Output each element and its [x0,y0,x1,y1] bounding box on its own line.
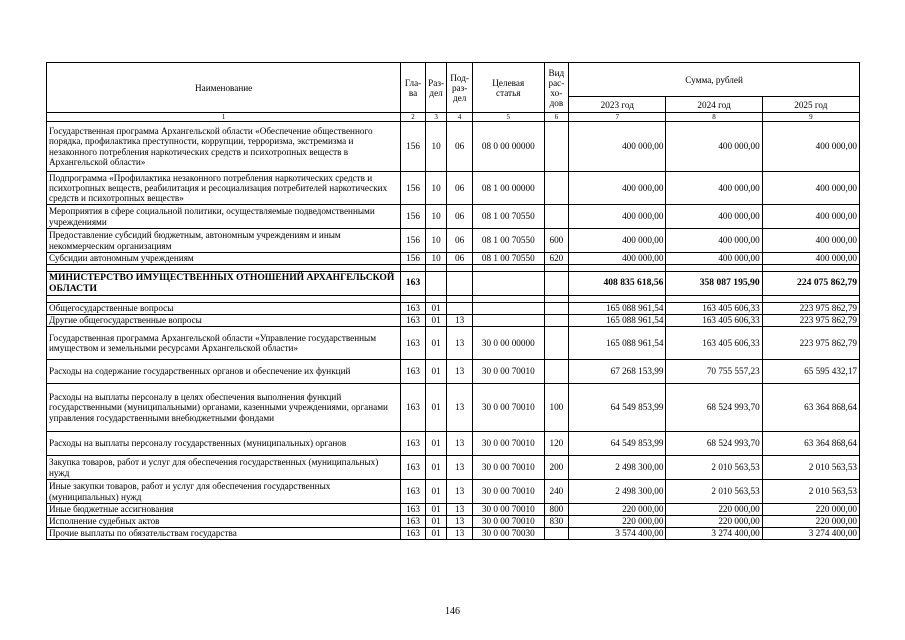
row-podrazdel: 13 [447,504,473,516]
row-sum-2024: 70 755 557,23 [666,360,762,384]
row-celevaya-statya: 30 0 00 00000 [472,327,544,360]
row-razdel: 01 [425,360,447,384]
table-row [47,205,860,229]
row-razdel: 10 [425,205,447,229]
row-vid-rashodov: 240 [544,480,569,504]
row-podrazdel: 06 [447,205,473,229]
row-vid-rashodov [544,360,569,384]
column-number: 2 [401,113,426,122]
row-podrazdel: 13 [447,315,473,327]
row-sum-2025: 400 000,00 [762,253,859,265]
table-row [47,122,860,172]
row-name: Предоставление субсидий бюджетным, автономным учреждениям и иным некоммерческим организациям [47,229,401,253]
row-sum-2023: 400 000,00 [569,205,666,229]
row-celevaya-statya: 30 0 00 70010 [472,360,544,384]
row-sum-2024: 68 524 993,70 [666,384,762,432]
row-razdel: 01 [425,480,447,504]
header-year-2024: 2024 год [666,97,762,113]
row-sum-2025: 223 975 862,79 [762,315,859,327]
row-glava: 163 [401,360,426,384]
row-razdel: 01 [425,327,447,360]
row-sum-2024: 68 524 993,70 [666,432,762,456]
row-glava: 163 [401,480,426,504]
row-sum-2025: 220 000,00 [762,516,859,528]
table-row [47,229,860,253]
row-vid-rashodov [544,205,569,229]
row-glava: 163 [401,384,426,432]
row-name: Другие общегосударственные вопросы [47,315,401,327]
row-podrazdel: 13 [447,528,473,540]
row-sum-2023: 220 000,00 [569,504,666,516]
row-vid-rashodov: 620 [544,253,569,265]
header-razdel: Раз- дел [425,63,447,113]
column-number: 1 [47,113,401,122]
row-razdel: 10 [425,122,447,172]
row-glava: 156 [401,253,426,265]
row-podrazdel: 06 [447,172,473,205]
row-sum-2024: 3 274 400,00 [666,528,762,540]
row-celevaya-statya: 30 0 00 70010 [472,432,544,456]
row-sum-2023: 64 549 853,99 [569,432,666,456]
table-row [47,384,860,432]
row-glava: 163 [401,516,426,528]
table-row [47,253,860,265]
row-glava: 156 [401,172,426,205]
row-podrazdel [447,272,473,296]
row-glava: 156 [401,229,426,253]
table-row [47,172,860,205]
row-razdel: 01 [425,315,447,327]
row-razdel: 10 [425,253,447,265]
header-year-2025: 2025 год [762,97,859,113]
table-row [47,327,860,360]
row-name: Прочие выплаты по обязательствам государства [47,528,401,540]
table-row [47,528,860,540]
row-name: Расходы на выплаты персоналу в целях обеспечения выполнения функций государственными (муниципальными) органами, казенными учреждениями, органами управления государственными внебюджетными фондами [47,384,401,432]
header-name: Наименование [47,63,401,113]
row-vid-rashodov [544,122,569,172]
row-razdel: 01 [425,432,447,456]
row-sum-2023: 408 835 618,56 [569,272,666,296]
row-glava: 163 [401,528,426,540]
column-number: 3 [425,113,447,122]
row-celevaya-statya: 08 1 00 70550 [472,229,544,253]
row-sum-2024: 163 405 606,33 [666,315,762,327]
row-sum-2024: 2 010 563,53 [666,456,762,480]
column-number-row [47,113,860,122]
row-sum-2025: 65 595 432,17 [762,360,859,384]
row-celevaya-statya: 08 1 00 70550 [472,205,544,229]
row-sum-2024: 358 087 195,90 [666,272,762,296]
header-podrazdel: Под- раз- дел [447,63,473,113]
row-vid-rashodov: 100 [544,384,569,432]
row-razdel: 01 [425,504,447,516]
row-sum-2023: 67 268 153,99 [569,360,666,384]
header-vid-rashodov: Вид рас- хо- дов [544,63,569,113]
row-celevaya-statya [472,272,544,296]
row-sum-2023: 165 088 961,54 [569,303,666,315]
row-podrazdel: 06 [447,253,473,265]
row-sum-2023: 165 088 961,54 [569,327,666,360]
row-name: Мероприятия в сфере социальной политики, осуществляемые подведомственными учреждениями [47,205,401,229]
row-celevaya-statya: 30 0 00 70010 [472,456,544,480]
row-sum-2023: 220 000,00 [569,516,666,528]
row-glava: 163 [401,456,426,480]
row-sum-2024: 220 000,00 [666,516,762,528]
column-number: 9 [762,113,859,122]
row-glava: 156 [401,205,426,229]
table-row [47,456,860,480]
row-name: Иные закупки товаров, работ и услуг для обеспечения государственных (муниципальных) нужд [47,480,401,504]
row-sum-2025: 224 075 862,79 [762,272,859,296]
row-podrazdel: 13 [447,516,473,528]
row-podrazdel: 06 [447,229,473,253]
row-sum-2025: 63 364 868,64 [762,432,859,456]
row-podrazdel: 13 [447,456,473,480]
row-sum-2023: 165 088 961,54 [569,315,666,327]
row-sum-2023: 2 498 300,00 [569,480,666,504]
row-name: Государственная программа Архангельской области «Управление государственным имуществом и земельными ресурсами Архангельской области» [47,327,401,360]
row-sum-2023: 400 000,00 [569,122,666,172]
table-row [47,272,860,296]
row-sum-2023: 400 000,00 [569,229,666,253]
row-glava: 156 [401,122,426,172]
row-podrazdel: 13 [447,384,473,432]
row-celevaya-statya [472,303,544,315]
row-sum-2025: 400 000,00 [762,229,859,253]
row-sum-2024: 163 405 606,33 [666,327,762,360]
row-vid-rashodov [544,303,569,315]
row-vid-rashodov: 120 [544,432,569,456]
column-number: 7 [569,113,666,122]
row-sum-2023: 400 000,00 [569,253,666,265]
row-razdel: 01 [425,456,447,480]
row-glava: 163 [401,327,426,360]
table-row [47,315,860,327]
column-number: 5 [472,113,544,122]
page-number: 146 [445,606,460,617]
row-glava: 163 [401,303,426,315]
row-sum-2024: 163 405 606,33 [666,303,762,315]
row-sum-2023: 2 498 300,00 [569,456,666,480]
row-sum-2025: 400 000,00 [762,205,859,229]
row-vid-rashodov [544,528,569,540]
row-podrazdel: 13 [447,432,473,456]
row-name: Государственная программа Архангельской области «Обеспечение общественного порядка, профилактика преступности, коррупции, терроризма, экстремизма и незаконного потребления наркотических средств и психотропных веществ в Архангельской области» [47,122,401,172]
row-sum-2023: 64 549 853,99 [569,384,666,432]
column-number: 8 [666,113,762,122]
row-sum-2024: 400 000,00 [666,253,762,265]
row-podrazdel [447,303,473,315]
row-podrazdel: 06 [447,122,473,172]
row-vid-rashodov: 600 [544,229,569,253]
row-vid-rashodov: 830 [544,516,569,528]
row-celevaya-statya: 30 0 00 70030 [472,528,544,540]
row-sum-2025: 223 975 862,79 [762,303,859,315]
spacer-row [47,265,860,272]
row-glava: 163 [401,504,426,516]
row-vid-rashodov [544,315,569,327]
row-name: Иные бюджетные ассигнования [47,504,401,516]
row-podrazdel: 13 [447,327,473,360]
header-glava: Гла- ва [401,63,426,113]
row-glava: 163 [401,432,426,456]
row-sum-2023: 3 574 400,00 [569,528,666,540]
row-razdel: 01 [425,516,447,528]
budget-table [46,62,860,540]
row-razdel: 01 [425,303,447,315]
table-row [47,432,860,456]
header-summa: Сумма, рублей [569,63,860,97]
row-sum-2025: 220 000,00 [762,504,859,516]
row-celevaya-statya [472,315,544,327]
header-year-2023: 2023 год [569,97,666,113]
row-sum-2025: 400 000,00 [762,122,859,172]
row-sum-2024: 400 000,00 [666,172,762,205]
row-name: Субсидии автономным учреждениям [47,253,401,265]
row-name: Исполнение судебных актов [47,516,401,528]
row-name: МИНИСТЕРСТВО ИМУЩЕСТВЕННЫХ ОТНОШЕНИЙ АРХАНГЕЛЬСКОЙ ОБЛАСТИ [47,272,401,296]
row-name: Расходы на выплаты персоналу государственных (муниципальных) органов [47,432,401,456]
spacer-row [47,296,860,303]
row-sum-2024: 400 000,00 [666,229,762,253]
column-number: 4 [447,113,473,122]
row-name: Закупка товаров, работ и услуг для обеспечения государственных (муниципальных) нужд [47,456,401,480]
row-vid-rashodov: 800 [544,504,569,516]
row-glava: 163 [401,315,426,327]
row-vid-rashodov [544,327,569,360]
row-celevaya-statya: 30 0 00 70010 [472,384,544,432]
row-glava: 163 [401,272,426,296]
row-vid-rashodov: 200 [544,456,569,480]
header-celevaya-statya: Целевая статья [472,63,544,113]
row-vid-rashodov [544,172,569,205]
row-razdel: 01 [425,528,447,540]
row-sum-2024: 220 000,00 [666,504,762,516]
row-celevaya-statya: 30 0 00 70010 [472,480,544,504]
row-razdel: 10 [425,229,447,253]
row-name: Подпрограмма «Профилактика незаконного потребления наркотических средств и психотропных веществ, реабилитация и ресоциализация потребителей наркотических средств и психотропных веществ» [47,172,401,205]
row-sum-2024: 400 000,00 [666,205,762,229]
row-name: Расходы на содержание государственных органов и обеспечение их функций [47,360,401,384]
table-row [47,516,860,528]
table-row [47,360,860,384]
row-vid-rashodov [544,272,569,296]
row-razdel: 10 [425,172,447,205]
row-sum-2025: 223 975 862,79 [762,327,859,360]
row-celevaya-statya: 08 1 00 70550 [472,253,544,265]
row-sum-2023: 400 000,00 [569,172,666,205]
row-sum-2025: 400 000,00 [762,172,859,205]
row-celevaya-statya: 30 0 00 70010 [472,504,544,516]
row-sum-2024: 2 010 563,53 [666,480,762,504]
row-name: Общегосударственные вопросы [47,303,401,315]
row-sum-2024: 400 000,00 [666,122,762,172]
row-sum-2025: 2 010 563,53 [762,456,859,480]
row-podrazdel: 13 [447,360,473,384]
row-razdel [425,272,447,296]
row-sum-2025: 2 010 563,53 [762,480,859,504]
table-row [47,504,860,516]
row-podrazdel: 13 [447,480,473,504]
row-celevaya-statya: 30 0 00 70010 [472,516,544,528]
row-sum-2025: 63 364 868,64 [762,384,859,432]
column-number: 6 [544,113,569,122]
table-row [47,303,860,315]
row-celevaya-statya: 08 0 00 00000 [472,122,544,172]
row-celevaya-statya: 08 1 00 00000 [472,172,544,205]
row-razdel: 01 [425,384,447,432]
row-sum-2025: 3 274 400,00 [762,528,859,540]
table-row [47,480,860,504]
